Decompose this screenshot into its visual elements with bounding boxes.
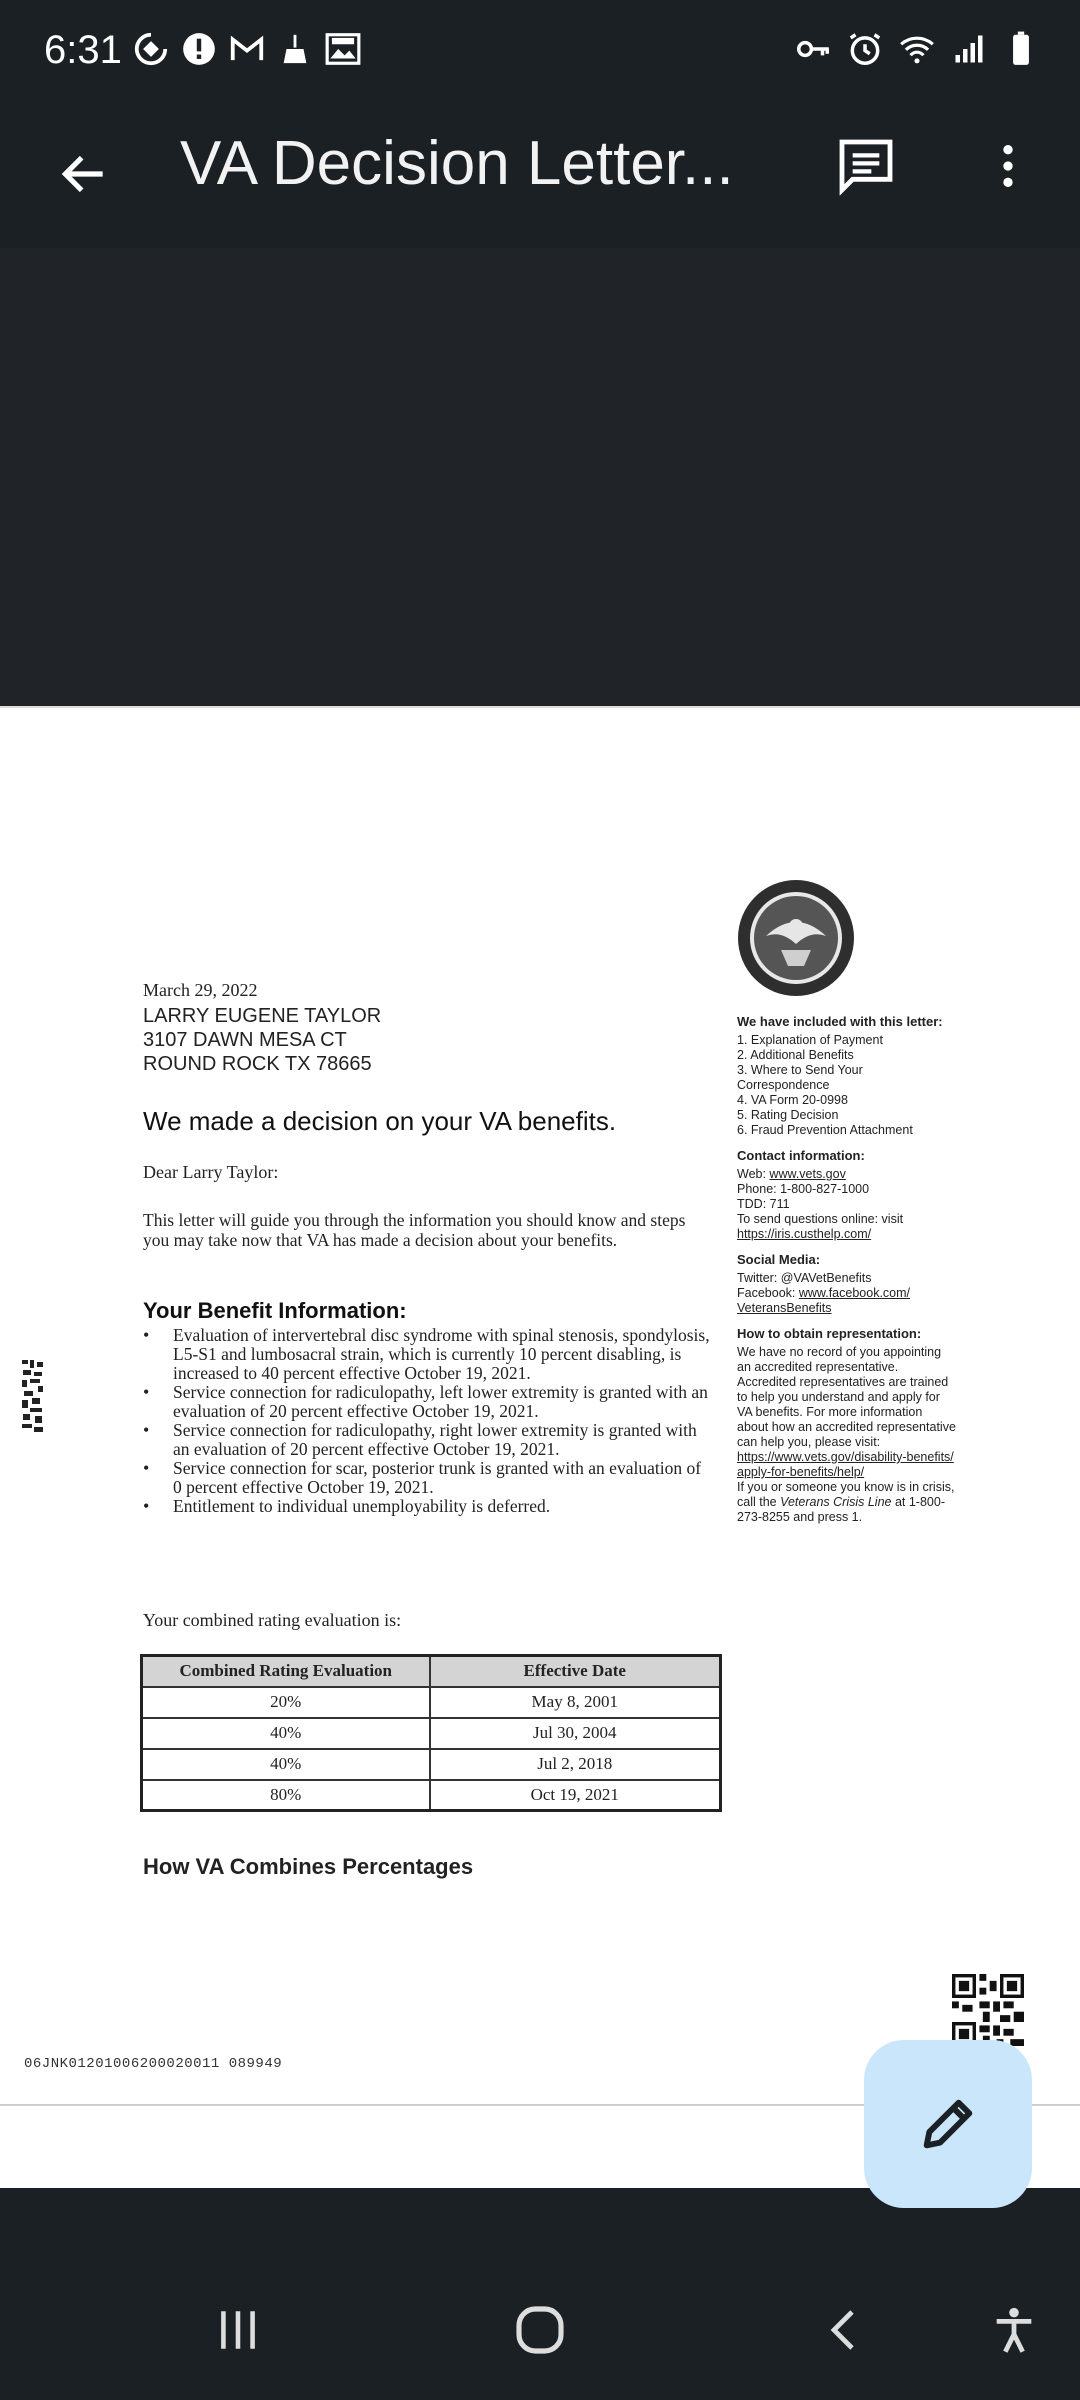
recipient-address	[143, 1004, 381, 1076]
va-seal-icon	[736, 878, 856, 998]
table-row	[142, 1749, 721, 1780]
table-header: Combined Rating Evaluation	[142, 1656, 430, 1687]
image-icon	[324, 30, 362, 68]
comment-icon	[834, 134, 898, 198]
navigation-bar	[0, 2260, 1080, 2400]
gmail-icon	[228, 30, 266, 68]
accessibility-button[interactable]	[974, 2290, 1054, 2370]
table-cell: 80%	[142, 1780, 430, 1811]
combined-rating-label: Your combined rating evaluation is:	[143, 1610, 402, 1630]
contact-heading: Contact information:	[737, 1148, 865, 1163]
list-item: • Service connection for scar, posterior trunk is granted with an evaluation of 0 percent effective October 19, 2021.	[143, 1459, 713, 1497]
table-cell: 20%	[142, 1687, 430, 1718]
iris-link[interactable]: https://iris.custhelp.com/	[737, 1227, 872, 1241]
signal-icon	[950, 30, 988, 68]
questions-line: To send questions online: visit	[737, 1212, 904, 1226]
address-line: ROUND ROCK TX 78665	[143, 1053, 372, 1075]
facebook-link-cont[interactable]: VeteransBenefits	[737, 1301, 832, 1315]
list-item: 3. Where to Send Your	[737, 1063, 863, 1077]
accessibility-icon	[988, 2302, 1040, 2358]
tdd-line: TDD: 711	[737, 1197, 790, 1211]
battery-icon	[1002, 30, 1040, 68]
table-cell: May 8, 2001	[430, 1687, 721, 1718]
rating-table	[140, 1654, 722, 1812]
crisis-text: If you or someone you know is in crisis, call the Veterans Crisis Line at 1-800-273-8255 and press 1.	[737, 1480, 955, 1524]
recents-icon	[213, 2305, 263, 2355]
representation-link[interactable]: https://www.vets.gov/disability-benefits/apply-for-benefits/help/	[737, 1450, 954, 1479]
included-heading: We have included with this letter:	[737, 1014, 943, 1029]
social-heading: Social Media:	[737, 1252, 821, 1267]
web-line: Web: www.vets.gov	[737, 1167, 846, 1181]
letter-heading: We made a decision on your VA benefits.	[143, 1106, 617, 1136]
letter-date: March 29, 2022	[143, 980, 258, 1000]
broom-icon	[276, 30, 314, 68]
status-time: 6:31	[44, 28, 122, 72]
address-line: 3107 DAWN MESA CT	[143, 1029, 347, 1051]
table-cell: 40%	[142, 1749, 430, 1780]
qr-code-icon	[952, 1974, 1024, 2046]
sync-icon	[132, 30, 170, 68]
comments-button[interactable]	[826, 126, 906, 206]
home-button[interactable]	[500, 2290, 580, 2370]
list-item: • Service connection for radiculopathy, left lower extremity is granted with an evaluation of 20 percent effective October 19, 2021.	[143, 1383, 713, 1421]
table-cell: Jul 2, 2018	[430, 1749, 721, 1780]
system-icons	[794, 30, 1040, 68]
list-item: 1. Explanation of Payment	[737, 1033, 883, 1047]
combines-heading: How VA Combines Percentages	[143, 1854, 474, 1879]
representation-text: We have no record of you appointing an accredited representative. Accredited representatives are trained to help you understand and apply for VA benefits. For more information about how an accredited representative can help you, please visit:	[737, 1345, 956, 1449]
list-item: 4. VA Form 20-0998	[737, 1093, 848, 1107]
alarm-icon	[846, 30, 884, 68]
table-cell: Oct 19, 2021	[430, 1780, 721, 1811]
document-barcode-number: 06JNK01201006200020011 089949	[24, 2056, 283, 2072]
letter-sidebar	[737, 1014, 957, 1525]
nav-back-button[interactable]	[804, 2290, 884, 2370]
list-item: • Entitlement to individual unemployability is deferred.	[143, 1497, 713, 1516]
list-item: 2. Additional Benefits	[737, 1048, 854, 1062]
more-vert-icon	[980, 138, 1036, 194]
list-item: Correspondence	[737, 1078, 830, 1092]
table-row	[142, 1687, 721, 1718]
back-icon	[820, 2302, 868, 2358]
document-title: VA Decision Letter...	[180, 129, 734, 198]
table-cell: Jul 30, 2004	[430, 1718, 721, 1749]
table-header-row	[142, 1656, 721, 1687]
list-item: • Evaluation of intervertebral disc syndrome with spinal stenosis, spondylosis, L5-S1 and lumbosacral strain, which is currently 10 percent disabling, is increased to 40 percent effective October 19, 2021.	[143, 1326, 713, 1383]
edit-button[interactable]	[864, 2040, 1032, 2208]
table-header: Effective Date	[430, 1656, 721, 1687]
address-line: LARRY EUGENE TAYLOR	[143, 1005, 382, 1027]
table-row	[142, 1718, 721, 1749]
key-icon	[794, 30, 832, 68]
phone-line: Phone: 1-800-827-1000	[737, 1182, 870, 1196]
salutation: Dear Larry Taylor:	[143, 1162, 279, 1182]
benefit-heading: Your Benefit Information:	[143, 1298, 407, 1323]
side-barcode-icon	[20, 1358, 46, 1434]
intro-paragraph: This letter will guide you through the information you should know and steps you may take now that VA has made a decision about your benefits.	[143, 1210, 686, 1250]
recents-button[interactable]	[198, 2290, 278, 2370]
web-link[interactable]: www.vets.gov	[769, 1167, 846, 1181]
edit-pencil-icon	[916, 2092, 980, 2156]
back-button[interactable]	[44, 134, 124, 214]
document-viewer[interactable]	[0, 248, 1080, 2072]
list-item: • Service connection for radiculopathy, right lower extremity is granted with an evaluation of 20 percent effective October 19, 2021.	[143, 1421, 713, 1459]
table-cell: 40%	[142, 1718, 430, 1749]
home-icon	[512, 2302, 568, 2358]
more-options-button[interactable]	[968, 126, 1048, 206]
twitter-line: Twitter: @VAVetBenefits	[737, 1271, 872, 1285]
representation-heading: How to obtain representation:	[737, 1326, 922, 1341]
facebook-link[interactable]: www.facebook.com/	[798, 1286, 911, 1300]
benefit-list	[143, 1326, 713, 1516]
back-arrow-icon	[56, 146, 112, 202]
status-bar	[0, 0, 1080, 100]
app-bar	[0, 100, 1080, 248]
alert-icon	[180, 30, 218, 68]
list-item: 6. Fraud Prevention Attachment	[737, 1123, 913, 1137]
table-row	[142, 1780, 721, 1811]
list-item: 5. Rating Decision	[737, 1108, 839, 1122]
notification-icons	[132, 30, 362, 68]
facebook-line: Facebook: www.facebook.com/	[737, 1286, 911, 1300]
wifi-icon	[898, 30, 936, 68]
document-page	[0, 706, 1080, 2188]
